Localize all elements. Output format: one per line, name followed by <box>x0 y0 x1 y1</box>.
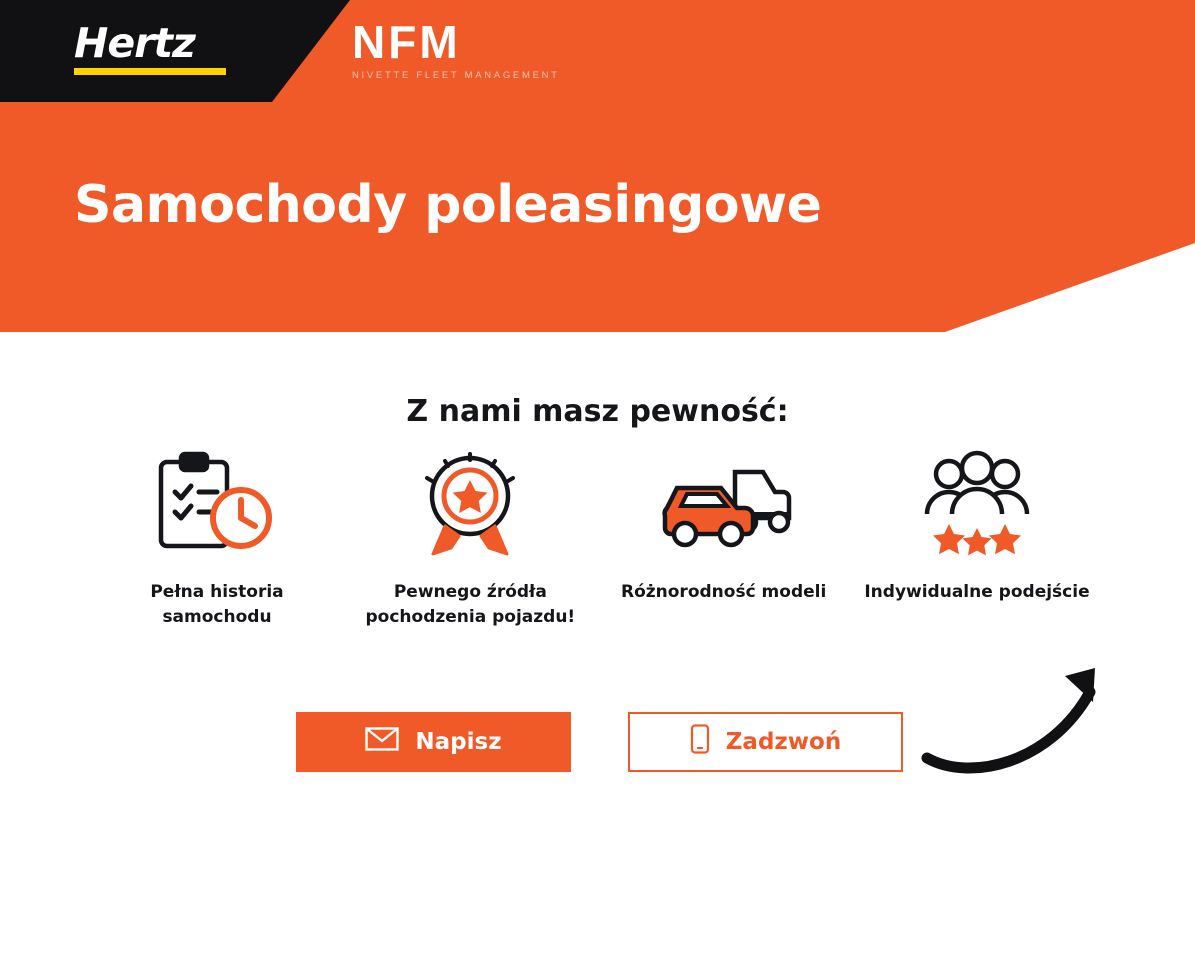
feature-item <box>345 450 595 630</box>
page-header <box>0 0 1195 332</box>
write-button[interactable] <box>296 712 571 772</box>
phone-icon <box>690 724 710 760</box>
cars-icon <box>649 450 799 560</box>
feature-item <box>599 450 849 630</box>
nfm-logo[interactable] <box>352 18 582 81</box>
feature-item <box>92 450 342 630</box>
clipboard-clock-icon <box>147 450 287 560</box>
nfm-logo-tagline: NIVETTE FLEET MANAGEMENT <box>352 70 560 81</box>
hertz-logo-text: Hertz <box>74 19 195 67</box>
envelope-icon <box>365 727 399 757</box>
hertz-logo[interactable] <box>74 21 234 75</box>
call-button[interactable] <box>628 712 903 772</box>
action-buttons <box>296 712 903 772</box>
feature-label: Indywidualne podejście <box>864 582 1090 602</box>
nfm-logo-text: NFM <box>352 16 461 68</box>
feature-label: Pełna historia samochodu <box>150 582 284 627</box>
hertz-logo-underline <box>74 68 226 75</box>
feature-label: Różnorodność modeli <box>620 582 827 602</box>
features-list <box>92 450 1102 630</box>
feature-label: Pewnego źródła pochodzenia pojazdu! <box>365 582 576 627</box>
call-button-label: Zadzwoń <box>725 729 842 755</box>
curved-arrow-icon <box>915 654 1115 779</box>
write-button-label: Napisz <box>415 729 502 755</box>
award-medal-icon <box>405 450 535 560</box>
page-title: Samochody poleasingowe <box>74 175 822 235</box>
section-title: Z nami masz pewność: <box>406 394 789 429</box>
main-content <box>0 332 1195 960</box>
people-stars-icon <box>907 450 1047 560</box>
feature-item <box>852 450 1102 630</box>
